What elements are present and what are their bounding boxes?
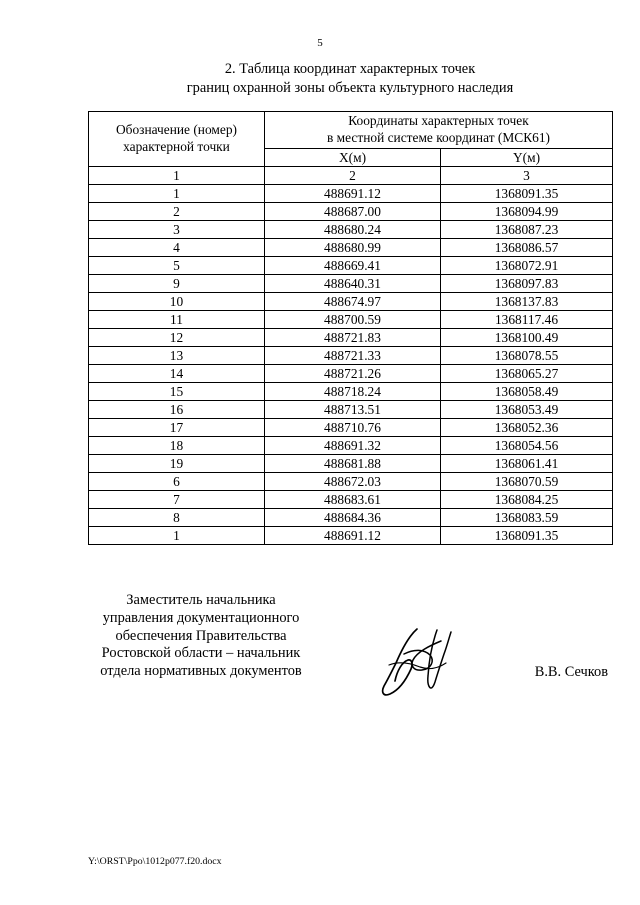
table-row bbox=[89, 221, 613, 239]
x-coordinate-cell: 488721.83 bbox=[265, 329, 441, 347]
point-number-cell: 18 bbox=[89, 437, 265, 455]
table-row bbox=[89, 437, 613, 455]
y-coordinate-cell: 1368091.35 bbox=[441, 527, 613, 545]
position-line-5: отдела нормативных документов bbox=[100, 663, 302, 680]
x-coordinate-cell: 488680.24 bbox=[265, 221, 441, 239]
point-number-cell: 1 bbox=[89, 185, 265, 203]
table-row bbox=[89, 329, 613, 347]
table-row bbox=[89, 509, 613, 527]
position-line-1: Заместитель начальника bbox=[126, 592, 276, 608]
x-coordinate-cell: 488691.32 bbox=[265, 437, 441, 455]
x-coordinate-cell: 488718.24 bbox=[265, 383, 441, 401]
coordinates-header bbox=[265, 112, 613, 149]
position-line-2: управления документационного bbox=[102, 609, 300, 626]
document-file-path: Y:\ORST\Ppo\1012p077.f20.docx bbox=[88, 856, 222, 867]
y-coordinate-cell: 1368100.49 bbox=[441, 329, 613, 347]
table-row bbox=[89, 239, 613, 257]
signature-stroke-flourish bbox=[389, 663, 446, 669]
table-row bbox=[89, 203, 613, 221]
point-number-cell: 7 bbox=[89, 491, 265, 509]
position-line-4: Ростовской области – начальник bbox=[101, 645, 301, 662]
table-row bbox=[89, 347, 613, 365]
point-number-cell: 1 bbox=[89, 527, 265, 545]
handwritten-signature bbox=[374, 624, 458, 700]
point-number-cell: 13 bbox=[89, 347, 265, 365]
signatory-position bbox=[96, 592, 306, 681]
point-number-cell: 15 bbox=[89, 383, 265, 401]
x-coordinate-cell: 488674.97 bbox=[265, 293, 441, 311]
position-line-3: обеспечения Правительства bbox=[115, 627, 287, 644]
y-coordinate-cell: 1368094.99 bbox=[441, 203, 613, 221]
y-column-header: Y(м) bbox=[441, 149, 613, 167]
point-number-cell: 8 bbox=[89, 509, 265, 527]
table-row bbox=[89, 419, 613, 437]
point-number-cell: 19 bbox=[89, 455, 265, 473]
column-number-2: 2 bbox=[265, 167, 441, 185]
x-coordinate-cell: 488681.88 bbox=[265, 455, 441, 473]
point-number-cell: 16 bbox=[89, 401, 265, 419]
point-number-cell: 9 bbox=[89, 275, 265, 293]
table-row bbox=[89, 527, 613, 545]
y-coordinate-cell: 1368137.83 bbox=[441, 293, 613, 311]
coordinates-header-line-2: в местной системе координат (МСК61) bbox=[327, 130, 550, 145]
point-number-cell: 14 bbox=[89, 365, 265, 383]
table-row bbox=[89, 473, 613, 491]
table-row bbox=[89, 365, 613, 383]
y-coordinate-cell: 1368084.25 bbox=[441, 491, 613, 509]
table-row bbox=[89, 275, 613, 293]
coordinates-table bbox=[88, 111, 613, 545]
point-number-cell: 3 bbox=[89, 221, 265, 239]
table-row bbox=[89, 311, 613, 329]
table-row bbox=[89, 401, 613, 419]
table-row bbox=[89, 383, 613, 401]
x-coordinate-cell: 488691.12 bbox=[265, 527, 441, 545]
point-designation-header bbox=[89, 112, 265, 167]
x-coordinate-cell: 488710.76 bbox=[265, 419, 441, 437]
y-coordinate-cell: 1368086.57 bbox=[441, 239, 613, 257]
point-number-cell: 5 bbox=[89, 257, 265, 275]
point-header-line-1: Обозначение (номер) bbox=[116, 122, 237, 137]
x-coordinate-cell: 488700.59 bbox=[265, 311, 441, 329]
column-number-3: 3 bbox=[441, 167, 613, 185]
point-number-cell: 2 bbox=[89, 203, 265, 221]
x-coordinate-cell: 488684.36 bbox=[265, 509, 441, 527]
point-number-cell: 6 bbox=[89, 473, 265, 491]
y-coordinate-cell: 1368072.91 bbox=[441, 257, 613, 275]
page-number: 5 bbox=[317, 37, 323, 49]
x-coordinate-cell: 488691.12 bbox=[265, 185, 441, 203]
point-number-cell: 12 bbox=[89, 329, 265, 347]
y-coordinate-cell: 1368052.36 bbox=[441, 419, 613, 437]
coordinates-header-line-1: Координаты характерных точек bbox=[348, 113, 529, 128]
y-coordinate-cell: 1368091.35 bbox=[441, 185, 613, 203]
y-coordinate-cell: 1368061.41 bbox=[441, 455, 613, 473]
y-coordinate-cell: 1368083.59 bbox=[441, 509, 613, 527]
point-number-cell: 17 bbox=[89, 419, 265, 437]
y-coordinate-cell: 1368053.49 bbox=[441, 401, 613, 419]
signature-stroke-loop bbox=[404, 641, 441, 670]
x-coordinate-cell: 488713.51 bbox=[265, 401, 441, 419]
point-number-cell: 10 bbox=[89, 293, 265, 311]
point-header-line-2: характерной точки bbox=[123, 139, 230, 154]
table-row bbox=[89, 293, 613, 311]
y-coordinate-cell: 1368070.59 bbox=[441, 473, 613, 491]
x-coordinate-cell: 488672.03 bbox=[265, 473, 441, 491]
x-coordinate-cell: 488640.31 bbox=[265, 275, 441, 293]
title-line-1: 2. Таблица координат характерных точек bbox=[224, 61, 476, 77]
column-number-1: 1 bbox=[89, 167, 265, 185]
x-coordinate-cell: 488687.00 bbox=[265, 203, 441, 221]
y-coordinate-cell: 1368065.27 bbox=[441, 365, 613, 383]
x-column-header: X(м) bbox=[265, 149, 441, 167]
point-number-cell: 11 bbox=[89, 311, 265, 329]
point-number-cell: 4 bbox=[89, 239, 265, 257]
table-row bbox=[89, 491, 613, 509]
table-header-row bbox=[89, 112, 613, 149]
y-coordinate-cell: 1368058.49 bbox=[441, 383, 613, 401]
signer-name: В.В. Сечков bbox=[534, 664, 608, 680]
y-coordinate-cell: 1368054.56 bbox=[441, 437, 613, 455]
table-row bbox=[89, 455, 613, 473]
table-row bbox=[89, 185, 613, 203]
x-coordinate-cell: 488680.99 bbox=[265, 239, 441, 257]
x-coordinate-cell: 488721.26 bbox=[265, 365, 441, 383]
y-coordinate-cell: 1368117.46 bbox=[441, 311, 613, 329]
x-coordinate-cell: 488669.41 bbox=[265, 257, 441, 275]
y-coordinate-cell: 1368097.83 bbox=[441, 275, 613, 293]
column-number-row bbox=[89, 167, 613, 185]
x-coordinate-cell: 488721.33 bbox=[265, 347, 441, 365]
table-row bbox=[89, 257, 613, 275]
y-coordinate-cell: 1368078.55 bbox=[441, 347, 613, 365]
document-title bbox=[88, 60, 612, 98]
x-coordinate-cell: 488683.61 bbox=[265, 491, 441, 509]
title-line-2: границ охранной зоны объекта культурного наследия bbox=[186, 80, 514, 96]
y-coordinate-cell: 1368087.23 bbox=[441, 221, 613, 239]
